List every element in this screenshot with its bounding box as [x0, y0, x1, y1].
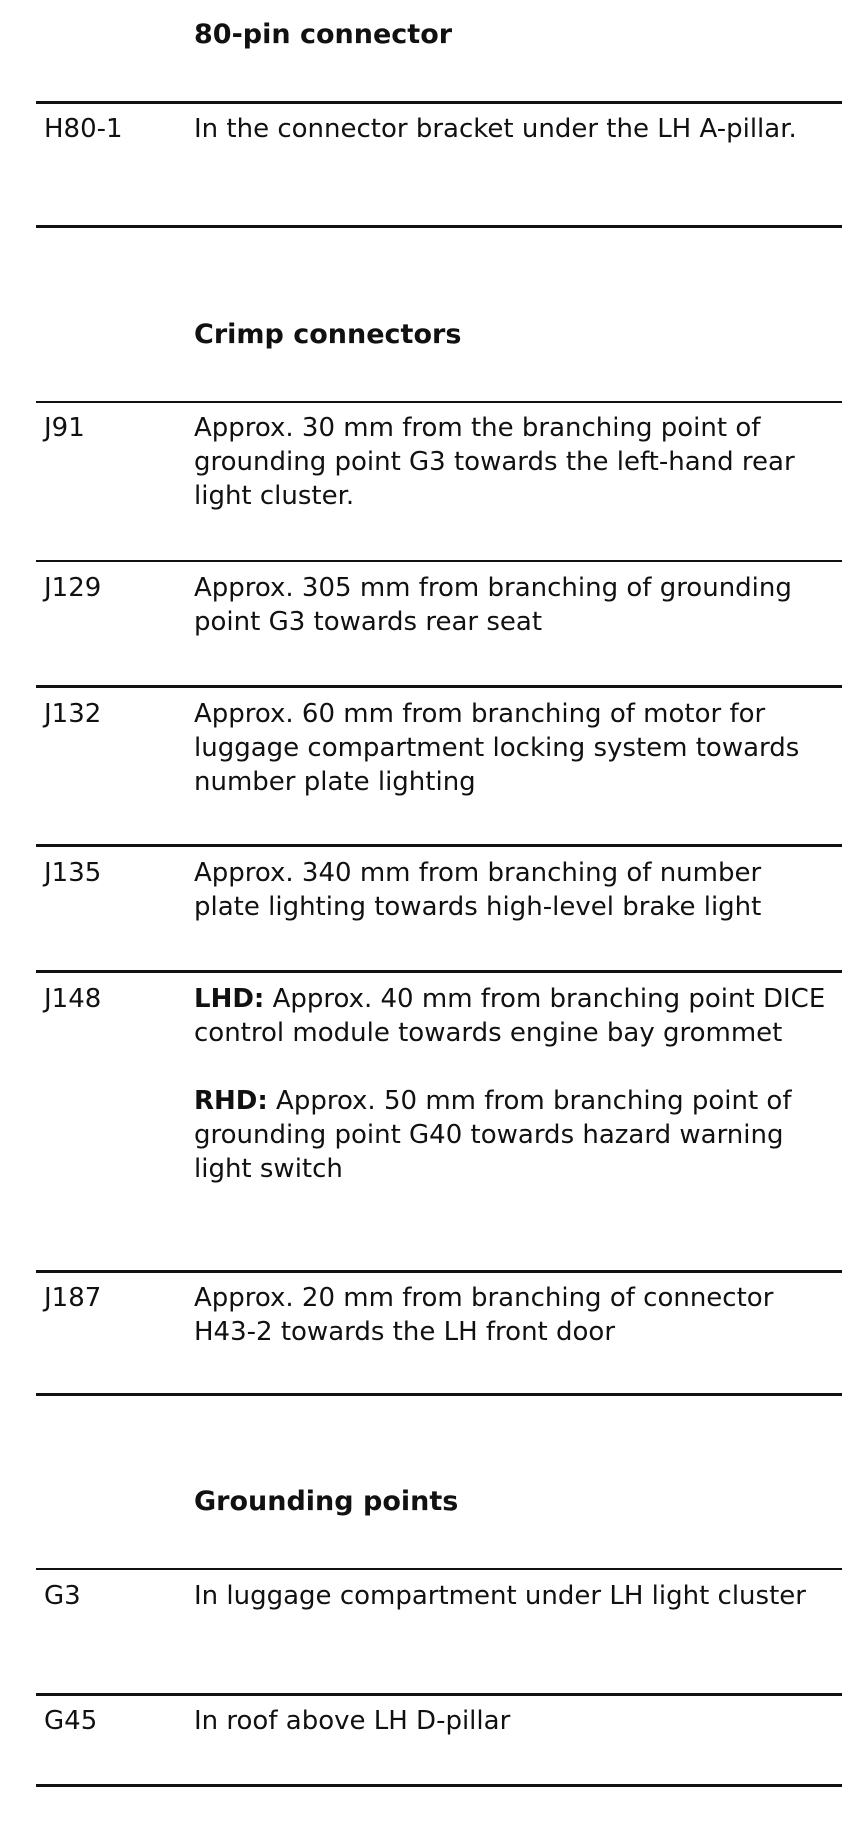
paragraph-label: RHD: [194, 1086, 268, 1116]
table-rule [36, 1568, 842, 1570]
entry-code: J135 [44, 858, 102, 888]
table-rule [36, 844, 842, 847]
table-rule [36, 1270, 842, 1273]
description-paragraph [194, 1579, 834, 1613]
entry-code: J129 [44, 573, 102, 603]
entry-description [194, 1281, 834, 1349]
entry-code: J148 [44, 984, 102, 1014]
section-heading-grounding-points: Grounding points [194, 1486, 459, 1517]
entry-description [194, 411, 834, 513]
table-rule [36, 1784, 842, 1787]
entry-code: J132 [44, 699, 102, 729]
table-rule [36, 101, 842, 104]
description-paragraph [194, 1704, 834, 1738]
paragraph-text: Approx. 60 mm from branching of motor for luggage compartment locking system towards number plate lighting [194, 699, 800, 797]
paragraph-text: Approx. 40 mm from branching point DICE control module towards engine bay grommet [194, 984, 826, 1048]
description-paragraph-lhd [194, 982, 834, 1050]
table-rule [36, 560, 842, 562]
entry-description [194, 1704, 834, 1738]
description-paragraph-rhd [194, 1084, 834, 1186]
paragraph-text: Approx. 50 mm from branching point of grounding point G40 towards hazard warning light switch [194, 1086, 792, 1184]
entry-description [194, 856, 834, 924]
entry-code: G3 [44, 1581, 81, 1611]
entry-code: J91 [44, 413, 85, 443]
paragraph-text: Approx. 340 mm from branching of number plate lighting towards high-level brake light [194, 858, 762, 922]
description-paragraph [194, 112, 834, 146]
description-paragraph [194, 571, 834, 639]
paragraph-text: Approx. 30 mm from the branching point of grounding point G3 towards the left-hand rear light cluster. [194, 413, 795, 511]
paragraph-text: In the connector bracket under the LH A-pillar. [194, 114, 797, 144]
table-rule [36, 401, 842, 403]
entry-description [194, 1579, 834, 1613]
paragraph-text: Approx. 305 mm from branching of grounding point G3 towards rear seat [194, 573, 792, 637]
entry-description [194, 697, 834, 799]
entry-description [194, 112, 834, 146]
table-rule [36, 970, 842, 973]
entry-description [194, 982, 834, 1186]
description-paragraph [194, 856, 834, 924]
description-paragraph [194, 697, 834, 799]
table-rule [36, 1393, 842, 1396]
section-heading-80-pin-connector: 80-pin connector [194, 19, 453, 50]
entry-code: J187 [44, 1283, 102, 1313]
section-heading-crimp-connectors: Crimp connectors [194, 319, 462, 350]
table-rule [36, 685, 842, 688]
description-paragraph [194, 1281, 834, 1349]
table-rule [36, 1693, 842, 1696]
entry-description [194, 571, 834, 639]
entry-code: H80-1 [44, 114, 123, 144]
paragraph-label: LHD: [194, 984, 265, 1014]
paragraph-text: In roof above LH D-pillar [194, 1706, 511, 1736]
paragraph-text: Approx. 20 mm from branching of connector H43-2 towards the LH front door [194, 1283, 774, 1347]
entry-code: G45 [44, 1706, 98, 1736]
table-rule [36, 225, 842, 228]
description-paragraph [194, 411, 834, 513]
paragraph-text: In luggage compartment under LH light cluster [194, 1581, 806, 1611]
